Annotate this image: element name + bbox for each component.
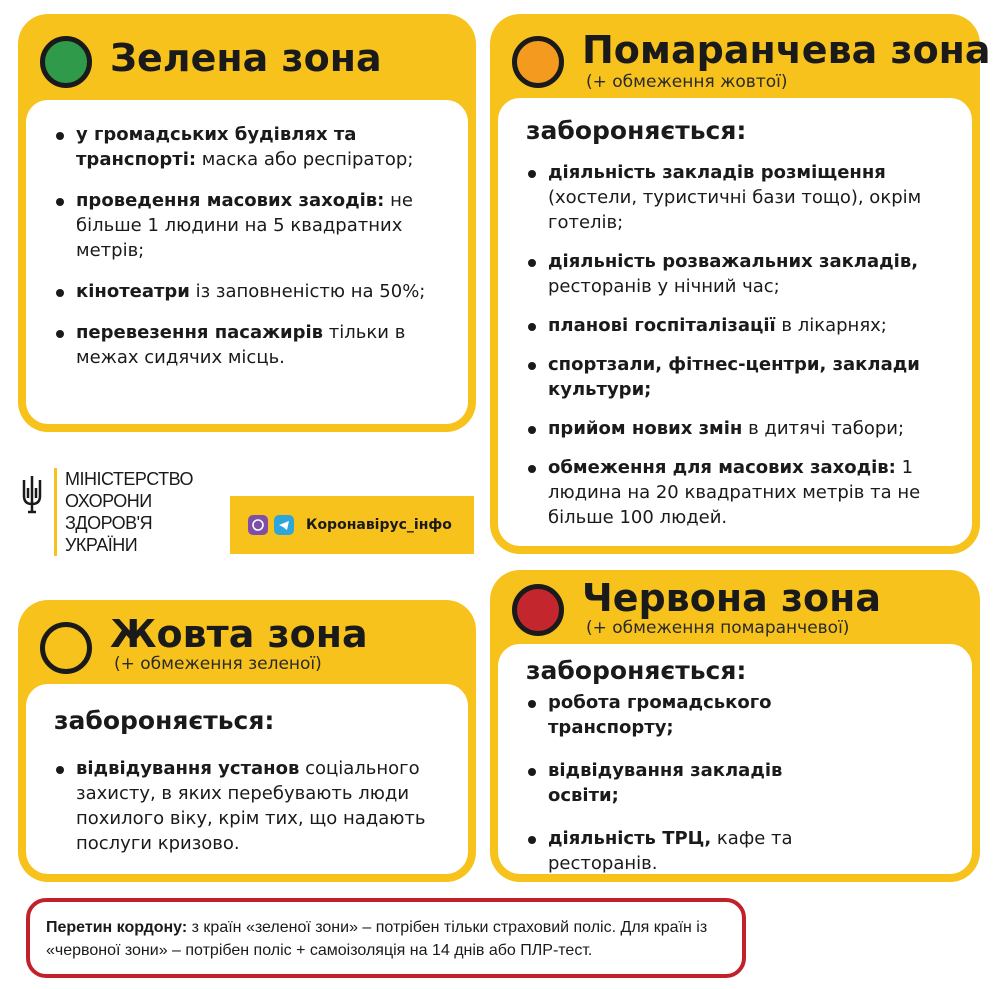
red-zone-title: Червона зона xyxy=(582,576,882,620)
viber-icon xyxy=(248,515,268,535)
list-item: кінотеатри із заповненістю на 50%; xyxy=(52,279,452,304)
telegram-icon xyxy=(274,515,294,535)
list-item: діяльність ТРЦ, кафе та ресторанів. xyxy=(524,826,824,876)
red-circle-icon xyxy=(512,584,564,636)
list-item: проведення масових заходів: не більше 1 людини на 5 квадратних метрів; xyxy=(52,188,452,263)
red-zone-subtitle: (+ обмеження помаранчевої) xyxy=(586,618,850,638)
yellow-zone-content xyxy=(26,684,468,874)
list-item: відвідування закладів освіти; xyxy=(524,758,824,808)
red-zone-list xyxy=(524,690,824,876)
orange-zone-title: Помаранчева зона xyxy=(582,28,991,72)
green-zone-title: Зелена зона xyxy=(110,36,382,80)
yellow-zone-title: Жовта зона xyxy=(110,612,368,656)
trident-icon xyxy=(20,474,44,516)
red-zone-content xyxy=(498,644,972,874)
orange-zone-subtitle: (+ обмеження жовтої) xyxy=(586,72,788,92)
orange-circle-icon xyxy=(512,36,564,88)
list-item: спортзали, фітнес-центри, заклади культури; xyxy=(524,352,960,402)
social-banner[interactable] xyxy=(230,496,474,554)
green-circle-icon xyxy=(40,36,92,88)
red-zone-card xyxy=(490,570,980,882)
list-item: відвідування установ соціального захисту, в яких перебувають люди похилого віку, крім тих, що надають послуги кризово. xyxy=(52,756,452,856)
list-item: планові госпіталізації в лікарнях; xyxy=(524,313,960,338)
yellow-circle-icon xyxy=(40,622,92,674)
green-zone-content xyxy=(26,100,468,424)
green-zone-card xyxy=(18,14,476,432)
list-item: прийом нових змін в дитячі табори; xyxy=(524,416,960,441)
orange-forbidden-heading: забороняється: xyxy=(526,116,747,145)
orange-zone-content xyxy=(498,98,972,546)
social-label: Коронавірус_інфо xyxy=(306,517,452,533)
ministry-name: МІНІСТЕРСТВО ОХОРОНИ ЗДОРОВ'Я УКРАЇНИ xyxy=(54,468,174,556)
yellow-forbidden-heading: забороняється: xyxy=(54,706,275,735)
yellow-zone-card xyxy=(18,600,476,882)
list-item: обмеження для масових заходів: 1 людина на 20 квадратних метрів та не більше 100 людей. xyxy=(524,455,960,530)
orange-zone-card xyxy=(490,14,991,554)
list-item: у громадських будівлях та транспорті: маска або респіратор; xyxy=(52,122,452,172)
orange-zone-list xyxy=(524,160,960,530)
list-item: робота громадського транспорту; xyxy=(524,690,824,740)
green-zone-list xyxy=(52,122,452,370)
yellow-zone-list xyxy=(52,756,452,856)
list-item: діяльність розважальних закладів, ресторанів у нічний час; xyxy=(524,249,960,299)
red-forbidden-heading: забороняється: xyxy=(526,656,747,685)
list-item: діяльність закладів розміщення (хостели, туристичні бази тощо), окрім готелів; xyxy=(524,160,960,235)
list-item: перевезення пасажирів тільки в межах сидячих місць. xyxy=(52,320,452,370)
ministry-logo xyxy=(20,468,194,556)
border-crossing-note: Перетин кордону: з країн «зеленої зони» – потрібен тільки страховий поліс. Для країн із «червоної зони» – потрібен поліс + самоізоляція на 14 днів або ПЛР-тест. xyxy=(26,898,746,978)
yellow-zone-subtitle: (+ обмеження зеленої) xyxy=(114,654,322,674)
